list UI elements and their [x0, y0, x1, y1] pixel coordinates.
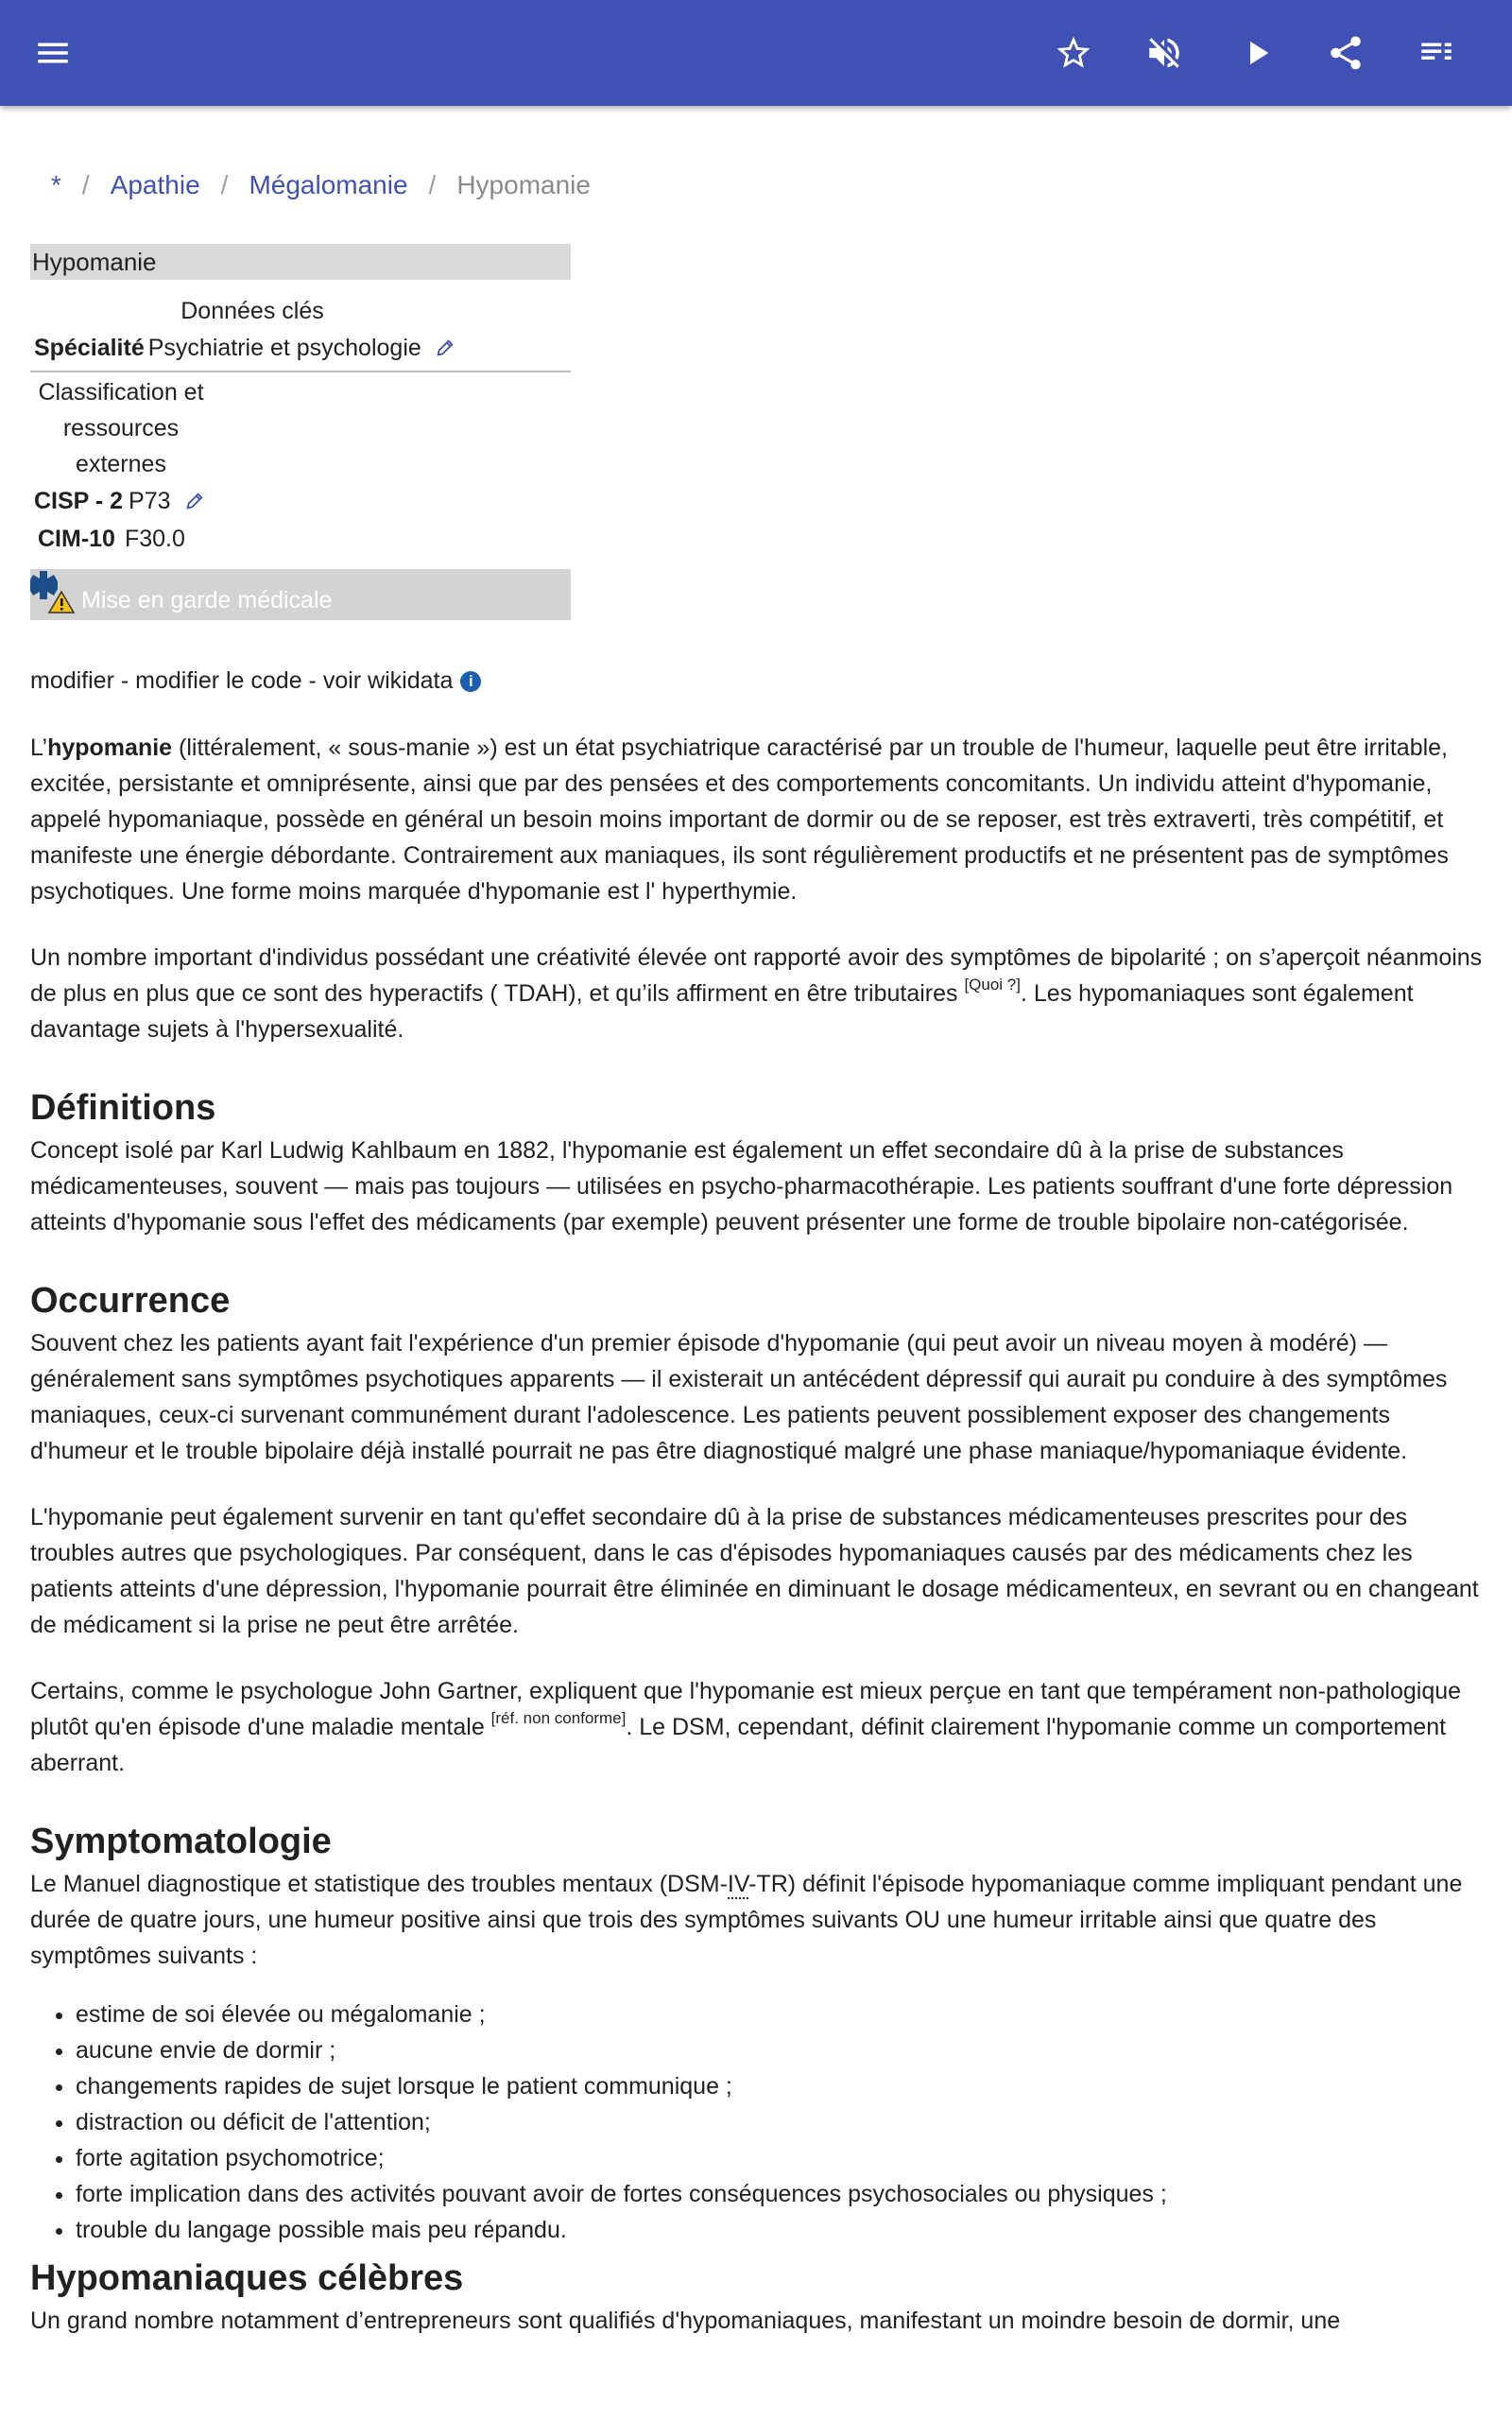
cisp-value: P73: [129, 488, 171, 514]
infobox-row-specialite: [30, 329, 571, 367]
pencil-icon[interactable]: [184, 491, 205, 511]
play-icon[interactable]: [1228, 25, 1285, 81]
medical-warning-icon: [30, 569, 77, 616]
text-span: . Les hypomaniaques sont également davantage sujets à l'hypersexualité.: [30, 980, 1414, 1043]
star-icon[interactable]: [1045, 25, 1102, 81]
cim-value[interactable]: F30.0: [124, 526, 185, 552]
text-span: -TR) définit l'épisode hypomaniaque comme impliquant pendant une durée de quatre jours, une humeur positive ainsi que trois des symptômes suivants OU une humeur irritable ainsi que quatre des symptômes suivants :: [30, 1871, 1463, 1969]
text-span: Un nombre important d'individus possédant une créativité élevée ont rapporté avoir des symptômes de bipolarité ; on s’aperçoit néanmoins de plus en plus que ce sont des hyperactifs ( TDAH), et qu’ils affirment en être tributaires: [30, 944, 1483, 1007]
menu-icon[interactable]: [25, 25, 81, 81]
occurrence-paragraph-2: L'hypomanie peut également survenir en tant qu'effet secondaire dû à la prise de substances médicamenteuses prescrites pour des troubles autres que psychologiques. Par conséquent, dans le cas d'épisodes hypomaniaques causés par des médicaments chez les patients atteints d'une dépression, l'hypomanie pourrait être éliminée en diminuant le dosage médicamenteux, en sevrant ou en changeant de médicament si la prise ne peut être arrêtée.: [30, 1504, 1479, 1638]
list-item: • forte agitation psychomotrice;: [76, 2140, 1486, 2176]
medical-warning-label: Mise en garde médicale: [81, 587, 333, 614]
symptoms-list: [30, 1996, 1486, 2248]
list-item: • changements rapides de sujet lorsque le patient communique ;: [76, 2068, 1486, 2104]
volume-off-icon[interactable]: [1136, 25, 1193, 81]
section-heading-symptomatologie: Symptomatologie: [30, 1822, 332, 1861]
breadcrumb-current: Hypomanie: [456, 170, 591, 199]
breadcrumb-item-apathie[interactable]: Apathie: [110, 170, 200, 199]
occurrence-paragraph-3: [30, 1673, 1486, 1781]
playlist-icon[interactable]: [1408, 25, 1465, 81]
specialite-value[interactable]: Psychiatrie et psychologie: [147, 335, 421, 361]
reference-note[interactable]: [réf. non conforme]: [490, 1709, 627, 1727]
occurrence-paragraph-1: Souvent chez les patients ayant fait l'expérience d'un premier épisode d'hypomanie (qui peut avoir un niveau moyen à modéré) — généralement sans symptômes psychotiques apparents — il existerait un antécédent dépressif qui aurait pu conduire à des symptômes maniaques, ceux-ci survenant communément durant l'adolescence. Les patients peuvent possiblement exposer des changements d'humeur et le trouble bipolaire déjà installé pourrait ne pas être diagnostiqué malgré une phase maniaque/hypomaniaque évidente.: [30, 1330, 1448, 1464]
pencil-icon[interactable]: [435, 337, 455, 358]
breadcrumb: [51, 170, 591, 200]
breadcrumb-separator: /: [220, 170, 229, 199]
section-heading-celebres: Hypomaniaques célèbres: [30, 2258, 464, 2298]
intro-paragraph-2: [30, 940, 1486, 1047]
edit-links-text[interactable]: modifier - modifier le code - voir wikidata: [30, 667, 454, 694]
infobox-title: Hypomanie: [30, 244, 571, 280]
section-heading-occurrence: Occurrence: [30, 1281, 231, 1321]
abbreviation: IV: [727, 1871, 749, 1897]
infobox-classification: Classification et ressources externes: [38, 379, 204, 477]
cisp-label: CISP - 2: [34, 488, 124, 514]
infobox: [30, 244, 571, 620]
medical-warning[interactable]: [30, 569, 571, 620]
list-item: • distraction ou déficit de l'attention;: [76, 2104, 1486, 2140]
infobox-row-cim: [30, 520, 571, 558]
cim-label: CIM-10: [38, 526, 115, 552]
celebres-paragraph: Un grand nombre notamment d’entrepreneurs sont qualifiés d'hypomaniaques, manifestant un moindre besoin de dormir, une: [30, 2308, 1341, 2334]
section-heading-definitions: Définitions: [30, 1088, 216, 1128]
text-span: L’: [30, 735, 48, 761]
intro-paragraph-1: [30, 730, 1486, 909]
breadcrumb-root[interactable]: *: [51, 170, 61, 199]
info-icon[interactable]: i: [460, 671, 481, 692]
citation-needed[interactable]: [Quoi ?]: [964, 976, 1021, 994]
definitions-paragraph: Concept isolé par Karl Ludwig Kahlbaum en 1882, l'hypomanie est également un effet secondaire dû à la prise de substances médicamenteuses, souvent — mais pas toujours — utilisées en psycho-pharmacothérapie. Les patients souffrant d'une forte dépression atteints d'hypomanie sous l'effet des médicaments (par exemple) peuvent présenter une forme de trouble bipolaire non-catégorisée.: [30, 1137, 1453, 1236]
share-icon[interactable]: [1317, 25, 1374, 81]
list-item: • trouble du langage possible mais peu répandu.: [76, 2212, 1486, 2248]
text-span: . Le DSM, cependant, définit clairement l'hypomanie comme un comportement aberrant.: [30, 1714, 1447, 1776]
article-body: [30, 730, 1486, 2369]
breadcrumb-item-megalomanie[interactable]: Mégalomanie: [249, 170, 408, 199]
symptomatologie-paragraph: [30, 1866, 1486, 1974]
infobox-divider: [30, 371, 571, 372]
breadcrumb-separator: /: [81, 170, 90, 199]
breadcrumb-separator: /: [428, 170, 437, 199]
term-bold: hypomanie: [47, 735, 173, 761]
list-item: • forte implication dans des activités pouvant avoir de fortes conséquences psychosociales ou physiques ;: [76, 2176, 1486, 2212]
specialite-label: Spécialité: [34, 335, 145, 361]
infobox-row-cisp: [30, 482, 571, 520]
infobox-subtitle: Données clés: [180, 298, 324, 324]
app-bar: [0, 0, 1512, 106]
list-item: • estime de soi élevée ou mégalomanie ;: [76, 1996, 1486, 2032]
edit-links: [30, 667, 481, 695]
text-span: Certains, comme le psychologue John Gartner, expliquent que l'hypomanie est mieux perçue en tant que tempérament non-pathologique plutôt qu'en épisode d'une maladie mentale: [30, 1678, 1462, 1740]
list-item: • aucune envie de dormir ;: [76, 2032, 1486, 2068]
text-span: (littéralement, « sous-manie ») est un état psychiatrique caractérisé par un trouble de l'humeur, laquelle peut être irritable, excitée, persistante et omniprésente, ainsi que par des pensées et des comportements concomitants. Un individu atteint d'hypomanie, appelé hypomaniaque, possède en général un besoin moins important de dormir ou de se reposer, est très extraverti, très compétitif, et manifeste une énergie débordante. Contrairement aux maniaques, ils sont régulièrement productifs et ne présentent pas de symptômes psychotiques. Une forme moins marquée d'hypomanie est l' hyperthymie.: [30, 735, 1449, 905]
text-span: Le Manuel diagnostique et statistique des troubles mentaux (DSM-: [30, 1871, 728, 1897]
